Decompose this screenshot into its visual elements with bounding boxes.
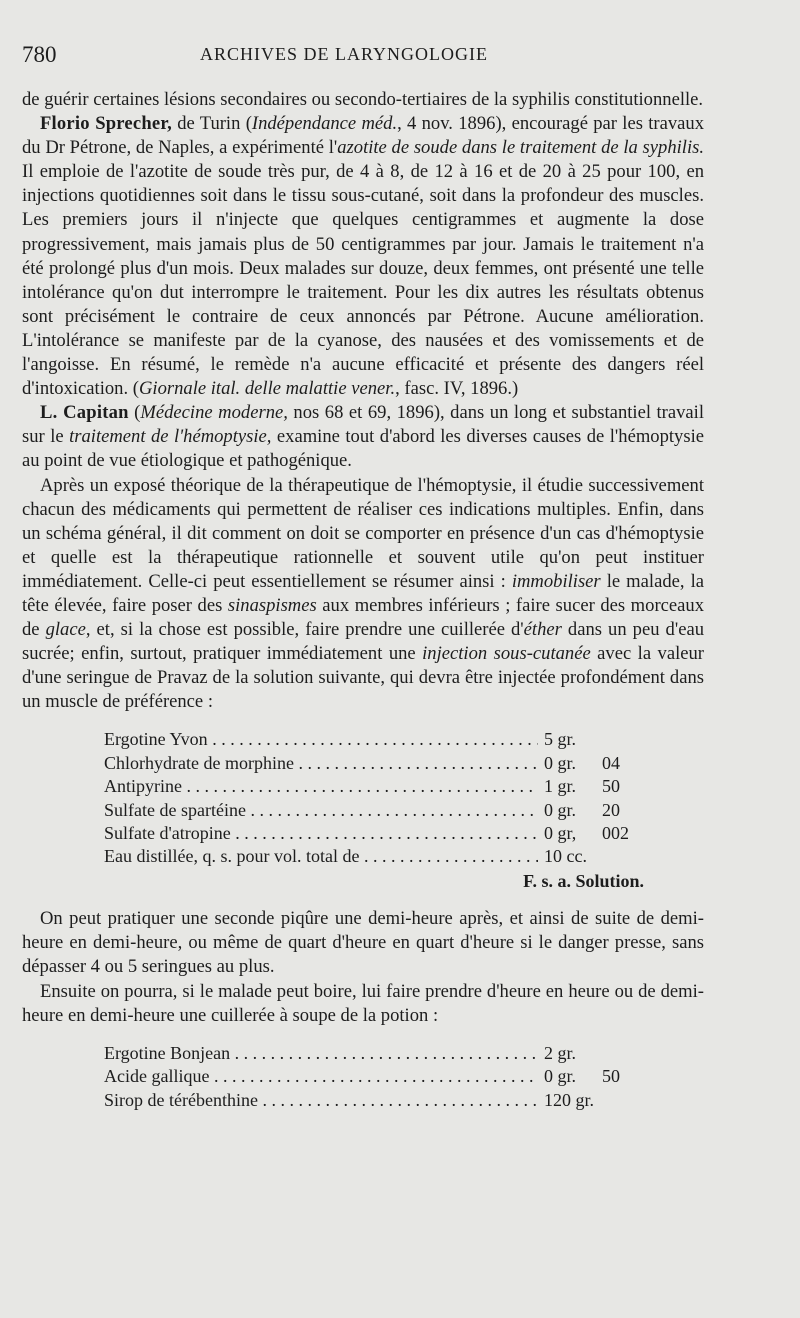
emphasis-text: injection sous-cutanée xyxy=(422,643,591,665)
ingredient-name: Eau distillée, q. s. pour vol. total de . . . xyxy=(104,845,538,868)
ingredient-quantity: 0 gr. 04 xyxy=(544,752,620,773)
ingredient-quantity: 2 gr. xyxy=(544,1042,577,1063)
paragraph-therapeutique xyxy=(22,474,704,715)
paragraph-syphilis-end: de guérir certaines lésions secondaires ou secondo-tertiaires de la syphilis constitutionnelle. xyxy=(22,89,704,110)
text-segment: , fasc. IV, 1896.) xyxy=(395,378,519,400)
text-segment: le malade, la tête élevée, faire poser des xyxy=(22,570,704,616)
text-segment: examine tout d'abord les diverses causes de l'hémoptysie au point de vue étiologique et pathogénique. xyxy=(22,426,704,472)
ingredient-quantity: 0 gr, 002 xyxy=(544,823,629,844)
recipe-row xyxy=(104,822,644,845)
spacer xyxy=(22,893,704,907)
author-sprecher: Florio Sprecher, xyxy=(40,113,172,135)
paragraph-potion: Ensuite on pourra, si le malade peut boire, lui faire prendre d'heure en heure ou de demi-heure en demi-heure une cuillerée à soupe de la potion : xyxy=(22,980,704,1026)
emphasis-text: azotite de soude dans le traitement de la syphilis. xyxy=(337,137,704,159)
paragraph-capitan xyxy=(22,401,704,473)
ingredient-name: Sulfate d'atropine . . . xyxy=(104,822,538,845)
ingredient-name: Sirop de térébenthine . . . xyxy=(104,1089,538,1112)
emphasis-text: immobiliser xyxy=(511,570,601,592)
paragraph-seconde-piqure: On peut pratiquer une seconde piqûre une demi-heure après, et ainsi de suite de demi-heure en demi-heure, ou même de quart d'heure en quart d'heure si le danger presse, sans dépasser 4 ou 5 seringues au plus. xyxy=(22,908,704,978)
journal-name: Médecine moderne, xyxy=(140,402,288,424)
ingredient-quantity: 1 gr. 50 xyxy=(544,776,620,797)
ingredient-name: Chlorhydrate de morphine . . . xyxy=(104,752,538,775)
recipe-signa: F. s. a. Solution. xyxy=(523,870,644,891)
emphasis-text: sinaspismes xyxy=(227,594,317,616)
text-segment: aux membres inférieurs ; faire sucer des morceaux de xyxy=(22,594,704,641)
emphasis-text: éther xyxy=(523,619,562,641)
recipe-row xyxy=(104,799,644,822)
ingredient-name: Sulfate de spartéine . . . xyxy=(104,799,538,822)
recipe-row xyxy=(104,1042,644,1065)
ingredient-quantity: 0 gr. 50 xyxy=(544,1066,620,1087)
article-body xyxy=(22,88,704,1112)
ingredient-name: Ergotine Yvon . . . xyxy=(104,728,538,751)
text-segment: ( xyxy=(128,402,141,424)
recipe-potion xyxy=(104,1042,644,1112)
ingredient-quantity: 10 cc. xyxy=(544,846,587,867)
emphasis-text: traitement de l'hémoptysie, xyxy=(69,426,272,448)
text-segment: Après un exposé théorique de la thérapeutique de l'hémoptysie, il étudie successivement chacun des médicaments qui permettent de réaliser ces indications multiples. Enfin, dans un schéma général, il dit comment on doit se comporter en présence d'un cas d'hémoptysie et quelle est la thérapeutique rationnelle et souvent utile qu'on peut instituer immédiatement. Celle-ci peut essentiellement se résumer ainsi : xyxy=(22,474,704,592)
paragraph-sprecher xyxy=(22,112,704,401)
text-segment: , et, si la chose est possible, faire prendre une cuillerée d' xyxy=(85,619,524,641)
text-segment: de Turin ( xyxy=(171,113,252,135)
text-segment: Il emploie de l'azotite de soude très pur, de 4 à 8, de 12 à 16 et de 20 à 25 pour 100, en injections quotidiennes soit dans le tissu sous-cutané, soit dans la profondeur des muscles. Les premiers jours il n'injecte que quelques centigrammes et augmente la dose progressivement, mais jamais plus de 50 centigrammes par jour. Jamais le traitement n'a été prolongé plus d'un mois. Deux malades sur douze, deux femmes, ont présenté une telle intolérance qu'on dut interrompre le traitement. Pour les dix autres les résultats obtenus sont précisément le contraire de ceux annoncés par Pétrone. Aucune amélioration. L'intolérance se manifeste par de la cyanose, des nausées et des vomissements et de l'angoisse. En résumé, le remède n'a aucune efficacité et présente des dangers réel d'intoxication. ( xyxy=(22,161,704,400)
recipe-row xyxy=(104,752,644,775)
recipe-row xyxy=(104,775,644,798)
text-segment: , 4 nov. 1896), encouragé par les travaux du Dr Pétrone, de Naples, a expérimenté l' xyxy=(22,113,704,159)
page-header xyxy=(22,40,704,70)
recipe-row xyxy=(104,728,644,751)
ingredient-name: Acide gallique . . . xyxy=(104,1065,538,1088)
emphasis-text: glace xyxy=(45,619,86,641)
recipe-row xyxy=(104,1089,644,1112)
text-segment: nos 68 et 69, 1896), dans un long et substantiel travail sur le xyxy=(22,402,705,448)
ingredient-quantity: 5 gr. xyxy=(544,729,577,750)
ingredient-quantity: 0 gr. 20 xyxy=(544,799,620,820)
page-number: 780 xyxy=(22,42,57,67)
ingredient-quantity: 120 gr. xyxy=(544,1089,595,1110)
running-title: ARCHIVES DE LARYNGOLOGIE xyxy=(200,44,488,64)
ingredient-name: Antipyrine . . . xyxy=(104,775,538,798)
journal-name: Indépendance méd. xyxy=(251,113,398,135)
recipe-row xyxy=(104,1065,644,1088)
text-segment: avec la valeur d'une seringue de Pravaz de la solution suivante, qui devra être injectée profondément dans un muscle de préférence : xyxy=(22,643,704,713)
author-capitan: L. Capitan xyxy=(40,402,129,424)
text-segment: dans un peu d'eau sucrée; enfin, surtout, pratiquer immédiatement une xyxy=(22,619,704,665)
recipe-solution xyxy=(104,728,644,893)
ingredient-name: Ergotine Bonjean . . . xyxy=(104,1042,538,1065)
recipe-row xyxy=(104,845,644,868)
journal-name: Giornale ital. delle malattie vener. xyxy=(138,378,396,400)
